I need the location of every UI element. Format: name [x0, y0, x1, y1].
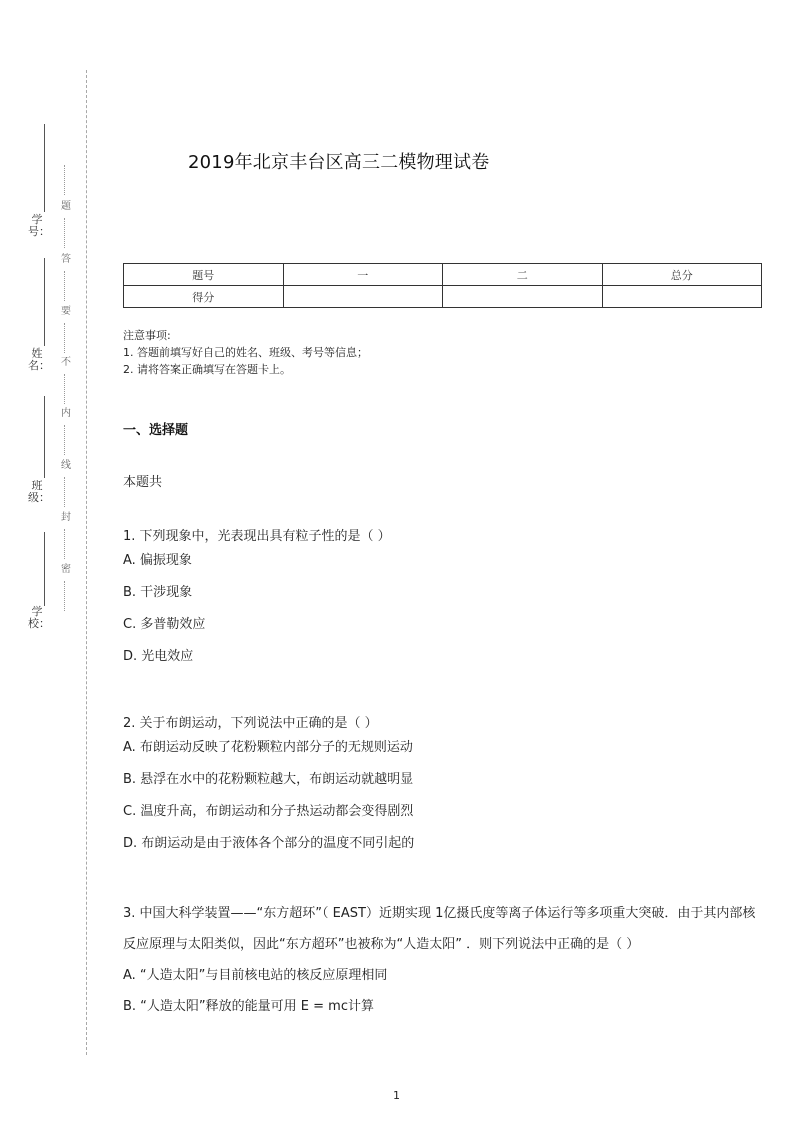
score-table [123, 263, 762, 308]
seal-dots [64, 477, 65, 507]
student-id-line [44, 124, 45, 212]
score-table-cell: 得分 [124, 286, 284, 308]
page-title: 2019年北京丰台区高三二模物理试卷 [188, 152, 490, 173]
score-table-header-row [124, 264, 762, 286]
option: B. “人造太阳”释放的能量可用 E = mc计算 [123, 999, 374, 1014]
notes [123, 327, 368, 378]
score-cell-total [602, 286, 762, 308]
score-cell-part-2 [443, 286, 603, 308]
seal-dots [64, 529, 65, 559]
section-title: 一、选择题 [123, 423, 189, 438]
score-table-cell: 一 [283, 264, 443, 286]
option: C. 多普勒效应 [123, 617, 206, 632]
seal-dots [64, 271, 65, 301]
option: A. “人造太阳”与目前核电站的核反应原理相同 [123, 968, 388, 983]
score-table-cell: 二 [443, 264, 603, 286]
question-stem: 2. 关于布朗运动，下列说法中正确的是（ ） [123, 716, 378, 731]
notes-item: 1. 答题前填写好自己的姓名、班级、考号等信息； [123, 346, 368, 359]
seal-dots [64, 323, 65, 353]
option: B. 悬浮在水中的花粉颗粒越大，布朗运动就越明显 [123, 772, 414, 787]
score-table-cell: 总分 [602, 264, 762, 286]
notes-heading: 注意事项: [123, 329, 171, 342]
student-id-label: 学号： [28, 213, 50, 238]
seal-dots [64, 165, 65, 195]
name-label: 姓名： [28, 347, 50, 372]
seal-char-yao: 要 [61, 306, 71, 317]
school-label: 学校： [28, 605, 50, 630]
question-stem: 3. 中国大科学装置——“东方超环”（ EAST）近期实现 1亿摄氏度等离子体运行等多项重大突破．由于其内部核反应原理与太阳类似，因此“东方超环”也被称为“人造太阳” ．则下列说法中正确的是（ ） [123, 906, 756, 952]
name-line [44, 258, 45, 346]
question-3 [123, 898, 763, 1022]
question-stem: 1. 下列现象中，光表现出具有粒子性的是（ ） [123, 529, 391, 544]
score-table-score-row [124, 286, 762, 308]
seal-char-xian: 线 [61, 460, 71, 471]
option: A. 布朗运动反映了花粉颗粒内部分子的无规则运动 [123, 740, 413, 755]
seal-char-nei: 内 [61, 408, 71, 419]
class-label: 班级： [28, 479, 50, 504]
seal-dots [64, 581, 65, 611]
option: C. 温度升高，布朗运动和分子热运动都会变得剧烈 [123, 804, 414, 819]
seal-char-feng: 封 [61, 512, 71, 523]
score-cell-part-1 [283, 286, 443, 308]
seal-dots [64, 374, 65, 404]
binding-dashed-line [86, 70, 87, 1055]
question-1 [123, 525, 763, 681]
section-intro: 本题共 [123, 475, 163, 490]
school-line [44, 532, 45, 606]
class-line [44, 396, 45, 478]
score-table-cell: 题号 [124, 264, 284, 286]
option: B. 干涉现象 [123, 585, 193, 600]
seal-char-mi: 密 [61, 564, 71, 575]
seal-char-da: 答 [61, 254, 71, 265]
seal-char-ti: 题 [61, 201, 71, 212]
page-number: 1 [393, 1089, 400, 1102]
question-2 [123, 712, 763, 868]
option: D. 光电效应 [123, 649, 194, 664]
seal-dots [64, 425, 65, 455]
notes-item: 2. 请将答案正确填写在答题卡上。 [123, 363, 291, 376]
option: A. 偏振现象 [123, 553, 192, 568]
seal-char-bu: 不 [61, 357, 71, 368]
seal-dots [64, 218, 65, 248]
option: D. 布朗运动是由于液体各个部分的温度不同引起的 [123, 836, 415, 851]
